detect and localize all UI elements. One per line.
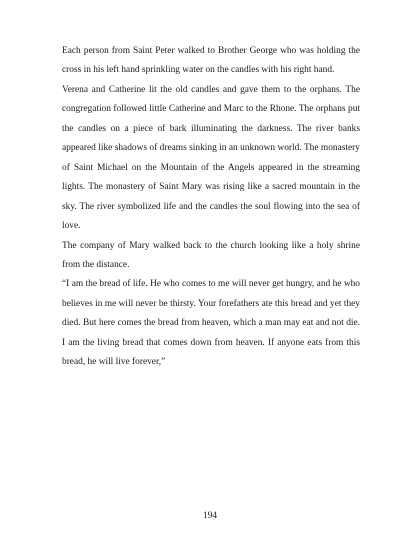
paragraph-brother-george: Each person from Saint Peter walked to Brother George who was holding the cross in his left hand sprinkling water on the candles with his right hand.: [62, 46, 360, 76]
body-text: [62, 42, 360, 373]
page-number: 194: [202, 511, 218, 521]
paragraph-company-of-mary: The company of Mary walked back to the church looking like a holy shrine from the distance.: [62, 240, 360, 270]
paragraph-bread-of-life-quote: “I am the bread of life. He who comes to me will never get hungry, and he who believes in me will never be thirsty. Your forefathers ate this bread and yet they died. But here comes the bread from heaven, which a man may eat and not die. I am the living bread that comes down from heaven. If anyone eats from this bread, he will live forever,”: [62, 279, 360, 368]
paragraph-candles-rhone: Verena and Catherine lit the old candles and gave them to the orphans. The congregation followed little Catherine and Marc to the Rhone. The orphans put the candles on a piece of bark illuminating the darkness. The river banks appeared like shadows of dreams sinking in an unknown world. The monastery of Saint Michael on the Mountain of the Angels appeared in the streaming lights. The monastery of Saint Mary was rising like a sacred mountain in the sky. The river symbolized life and the candles the soul flowing into the sea of love.: [62, 84, 360, 232]
